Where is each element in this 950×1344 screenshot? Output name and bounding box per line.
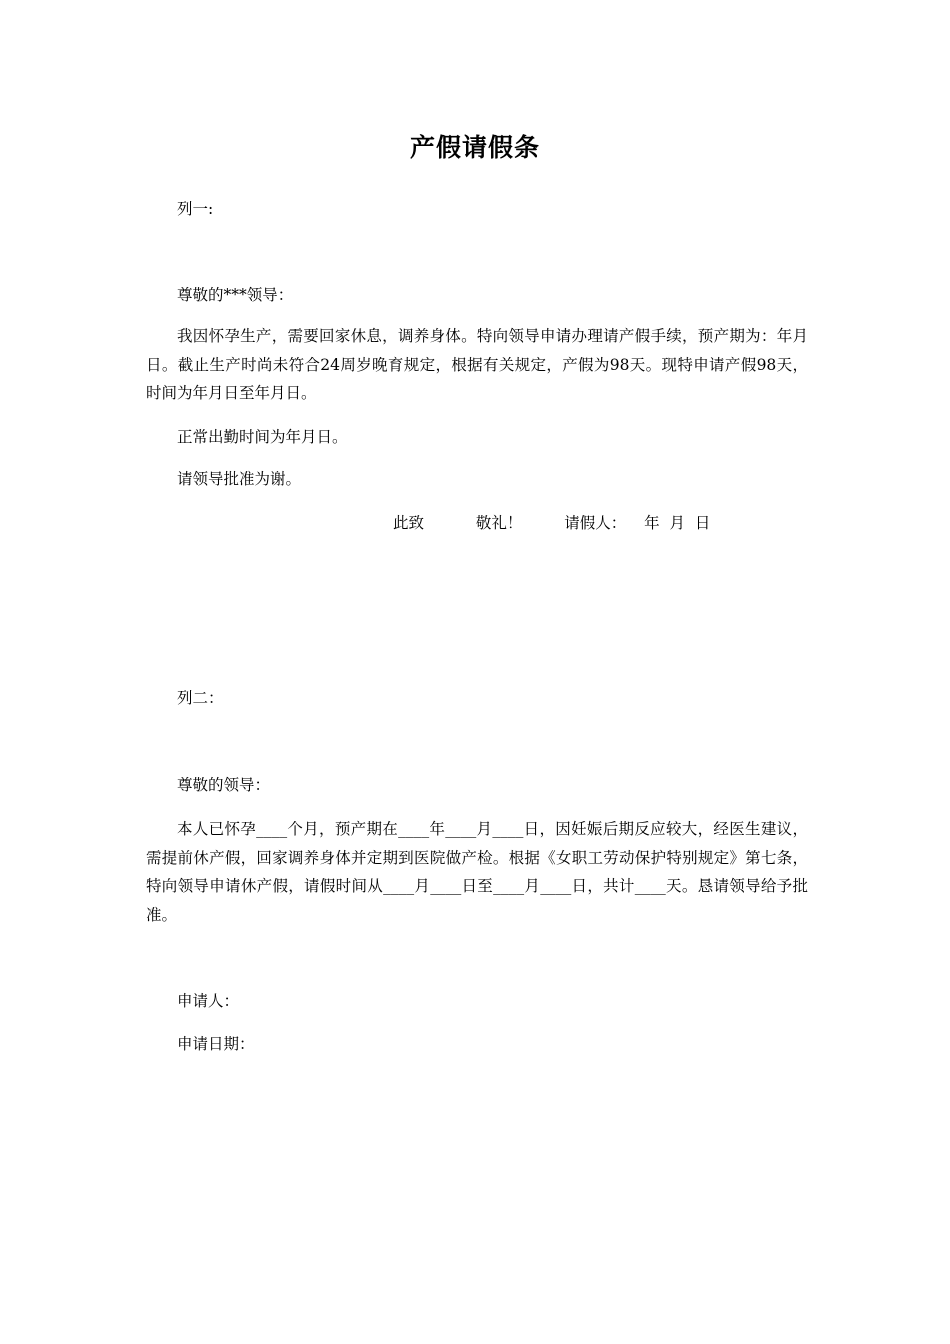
example1-return-line: 正常出勤时间为年月日。 — [177, 428, 348, 446]
sign-date: 年 月 日 — [644, 514, 711, 532]
example1-salutation: 尊敬的***领导： — [177, 286, 294, 304]
example2-apply-date: 申请日期： — [177, 1035, 255, 1053]
example2-body: 本人已怀孕____个月，预产期在____年____月____日，因妊娠后期反应较大，经医生建议，需提前休产假，回家调养身体并定期到医院做产检。根据《女职工劳动保护特别规定》第七条，特向领导申请休产假，请假时间从____月____日至____月____日，共计____天。恳请领导给予批准。 — [146, 820, 808, 924]
example1-body: 我因怀孕生产，需要回家休息，调养身体。特向领导申请办理请产假手续，预产期为：年月日。截止生产时尚未符合24周岁晚育规定，根据有关规定，产假为98天。现特申请产假98天，时间为年月日至年月日。 — [146, 327, 808, 402]
example1-heading: 列一: — [177, 200, 214, 218]
closing-cizhi: 此致 — [393, 514, 425, 532]
example2-heading: 列二： — [177, 689, 224, 707]
example2-applicant: 申请人： — [177, 992, 240, 1010]
example1-signature-row — [393, 509, 710, 537]
signer-label: 请假人： — [564, 514, 627, 532]
document-title: 产假请假条 — [409, 133, 540, 162]
example2-salutation: 尊敬的领导： — [177, 776, 271, 794]
closing-jingli: 敬礼！ — [475, 514, 523, 532]
example1-request-line: 请领导批准为谢。 — [177, 470, 302, 488]
